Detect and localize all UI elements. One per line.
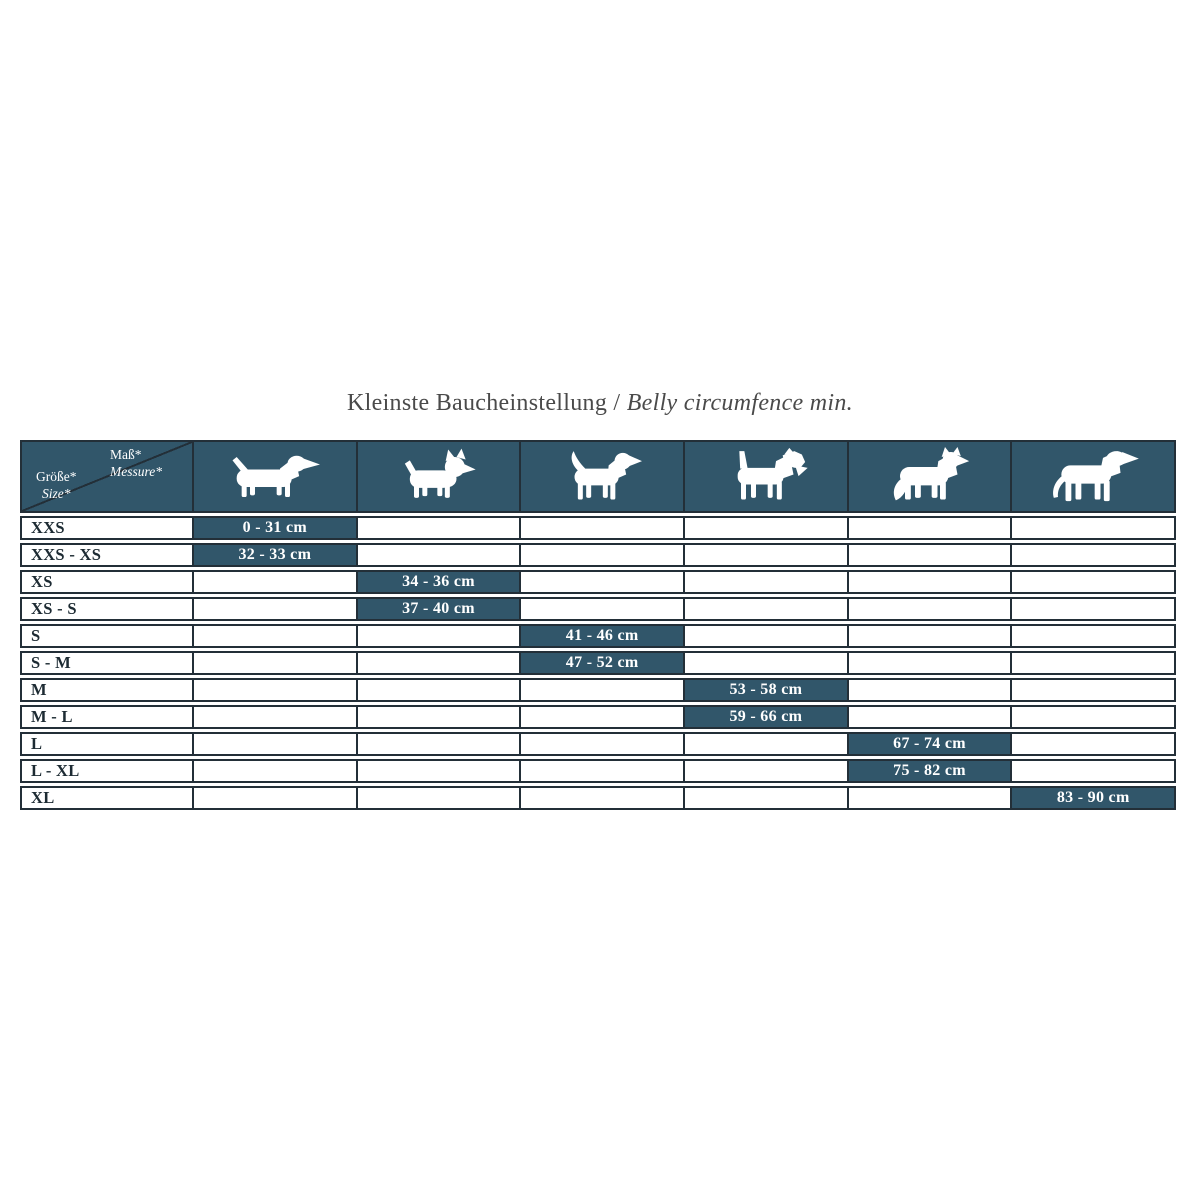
size-label-en: Size* <box>42 486 71 502</box>
empty-cell <box>192 788 356 808</box>
empty-cell <box>192 734 356 754</box>
size-row-label: L - XL <box>31 761 80 780</box>
empty-cell <box>683 572 847 592</box>
fox-terrier-icon <box>714 447 818 507</box>
measurement-cell: 75 - 82 cm <box>847 761 1011 781</box>
empty-cell <box>1010 572 1174 592</box>
husky-icon <box>878 447 982 507</box>
size-row-label: XL <box>31 788 55 807</box>
size-label-de: Größe* <box>36 469 77 485</box>
empty-cell <box>356 545 520 565</box>
empty-cell <box>683 788 847 808</box>
column-header-beagle <box>519 442 683 511</box>
empty-cell <box>1010 761 1174 781</box>
empty-cell <box>847 518 1011 538</box>
table-row <box>20 570 1176 594</box>
measure-header-label <box>110 447 162 481</box>
empty-cell <box>519 599 683 619</box>
size-row-label: XS - S <box>31 599 77 618</box>
size-row-label: M - L <box>31 707 73 726</box>
measurement-cell: 53 - 58 cm <box>683 680 847 700</box>
empty-cell <box>356 788 520 808</box>
yorkshire-terrier-icon <box>387 447 491 507</box>
empty-cell <box>192 599 356 619</box>
empty-cell <box>356 761 520 781</box>
empty-cell <box>519 788 683 808</box>
size-table <box>20 440 1176 810</box>
beagle-icon <box>550 447 654 507</box>
empty-cell <box>683 518 847 538</box>
dachshund-icon <box>223 447 327 507</box>
column-header-dachshund <box>192 442 356 511</box>
table-row <box>20 786 1176 810</box>
great-dane-icon <box>1041 447 1145 507</box>
empty-cell <box>519 572 683 592</box>
empty-cell <box>683 761 847 781</box>
empty-cell <box>683 599 847 619</box>
empty-cell <box>683 545 847 565</box>
empty-cell <box>356 626 520 646</box>
chart-title-separator: / <box>607 390 627 416</box>
empty-cell <box>847 707 1011 727</box>
measurement-cell: 47 - 52 cm <box>519 653 683 673</box>
table-row <box>20 624 1176 648</box>
empty-cell <box>192 653 356 673</box>
empty-cell <box>847 626 1011 646</box>
table-corner-cell <box>22 442 192 511</box>
table-row <box>20 651 1176 675</box>
table-body <box>20 516 1176 810</box>
empty-cell <box>847 788 1011 808</box>
size-row-label: XXS <box>31 518 65 537</box>
measurement-cell: 67 - 74 cm <box>847 734 1011 754</box>
empty-cell <box>1010 680 1174 700</box>
chart-title <box>0 390 1200 417</box>
empty-cell <box>519 761 683 781</box>
empty-cell <box>192 680 356 700</box>
measurement-cell: 34 - 36 cm <box>356 572 520 592</box>
column-header-great-dane <box>1010 442 1174 511</box>
size-header-label <box>36 469 77 503</box>
empty-cell <box>356 653 520 673</box>
empty-cell <box>519 518 683 538</box>
measure-label-de: Maß* <box>110 447 142 462</box>
table-row <box>20 543 1176 567</box>
empty-cell <box>519 734 683 754</box>
size-row-label: M <box>31 680 47 699</box>
empty-cell <box>356 518 520 538</box>
size-row-label: S <box>31 626 41 645</box>
empty-cell <box>192 626 356 646</box>
measurement-cell: 37 - 40 cm <box>356 599 520 619</box>
chart-title-german: Kleinste Baucheinstellung <box>347 390 608 416</box>
table-row <box>20 597 1176 621</box>
empty-cell <box>1010 626 1174 646</box>
empty-cell <box>683 653 847 673</box>
size-row-label: XXS - XS <box>31 545 102 564</box>
measurement-cell: 32 - 33 cm <box>192 545 356 565</box>
size-row-label: XS <box>31 572 53 591</box>
empty-cell <box>1010 734 1174 754</box>
measure-label-en: Messure* <box>110 463 162 479</box>
empty-cell <box>1010 545 1174 565</box>
table-row <box>20 732 1176 756</box>
measurement-cell: 83 - 90 cm <box>1010 788 1174 808</box>
empty-cell <box>847 572 1011 592</box>
size-row-label: S - M <box>31 653 71 672</box>
empty-cell <box>519 680 683 700</box>
measurement-cell: 41 - 46 cm <box>519 626 683 646</box>
empty-cell <box>847 545 1011 565</box>
empty-cell <box>1010 653 1174 673</box>
column-header-fox-terrier <box>683 442 847 511</box>
table-row <box>20 516 1176 540</box>
empty-cell <box>356 680 520 700</box>
empty-cell <box>847 599 1011 619</box>
empty-cell <box>192 761 356 781</box>
table-header-row <box>20 440 1176 513</box>
size-row-label: L <box>31 734 43 753</box>
measurement-cell: 59 - 66 cm <box>683 707 847 727</box>
empty-cell <box>192 707 356 727</box>
empty-cell <box>847 680 1011 700</box>
empty-cell <box>683 734 847 754</box>
empty-cell <box>356 707 520 727</box>
empty-cell <box>519 545 683 565</box>
column-header-yorkshire-terrier <box>356 442 520 511</box>
empty-cell <box>847 653 1011 673</box>
chart-title-english: Belly circumfence min. <box>626 390 853 416</box>
empty-cell <box>356 734 520 754</box>
empty-cell <box>519 707 683 727</box>
empty-cell <box>1010 599 1174 619</box>
table-row <box>20 705 1176 729</box>
empty-cell <box>1010 518 1174 538</box>
table-row <box>20 759 1176 783</box>
empty-cell <box>1010 707 1174 727</box>
empty-cell <box>683 626 847 646</box>
column-header-husky <box>847 442 1011 511</box>
empty-cell <box>192 572 356 592</box>
table-row <box>20 678 1176 702</box>
measurement-cell: 0 - 31 cm <box>192 518 356 538</box>
